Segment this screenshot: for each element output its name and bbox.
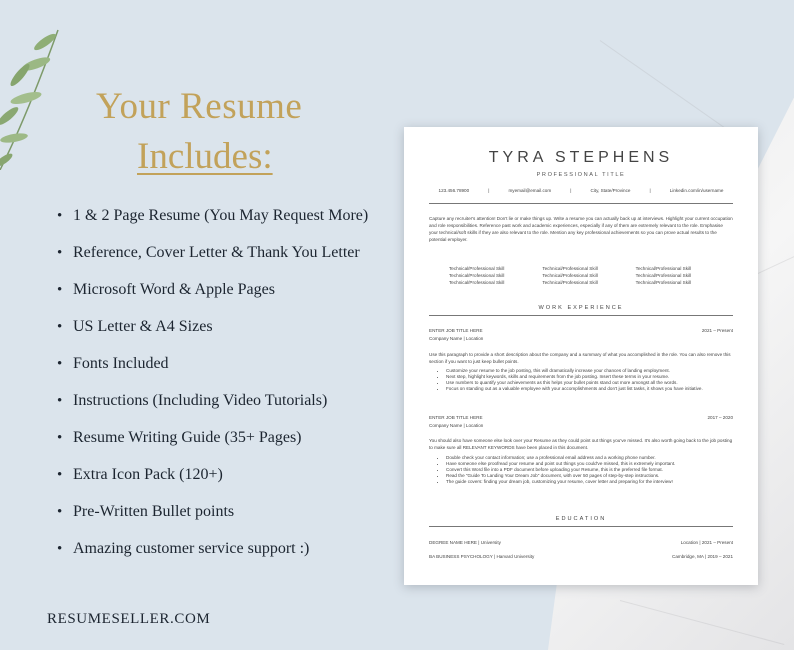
divider xyxy=(429,315,733,316)
list-item: • US Letter & A4 Sizes xyxy=(57,318,213,335)
list-item: • Extra Icon Pack (120+) xyxy=(57,466,223,483)
resume-role: PROFESSIONAL TITLE xyxy=(536,172,626,178)
job-bullets: • Double check your contact information; use a professional email address and a working phone number. • Have someone else proofread your resume and point out things you could've missed, this is extremely important. • Convert this Word file into a PDF document before uploading your Resume, this is the preferred file format. • Read the "Guide To Landing Your Dream Job" document, with over 50 pages of step-by-step instructions. • The guide covers: finding your dream job, customizing your resume, cover letter and preparing for the interview! xyxy=(440,455,738,485)
list-item: • Reference, Cover Letter & Thank You Letter xyxy=(57,244,360,261)
list-item: • 1 & 2 Page Resume (You May Request More) xyxy=(57,207,369,224)
heading-line2: Includes: xyxy=(137,136,273,177)
website-label: RESUMESELLER.COM xyxy=(47,611,211,627)
list-item: • Resume Writing Guide (35+ Pages) xyxy=(57,429,302,446)
section-heading-work: WORK EXPERIENCE xyxy=(538,305,624,311)
heading-line1: Your Resume xyxy=(96,86,303,127)
resume-contact: 123.456.78900 | myemail@email.com | City, State/Province | Linkedin.com/in/username xyxy=(438,188,724,193)
job-description: You should also have someone else look over your Resume as they could point out things you've missed. It's also worth going back to the job posting to make sure all RELEVANT KEYWORDS have been placed in this document. xyxy=(429,438,733,450)
job-header: ENTER JOB TITLE HERE 2017 – 2020 xyxy=(429,415,733,420)
divider xyxy=(429,203,733,204)
job-bullets: • Customize your resume to the job posting, this will dramatically increase your chances of landing employment. • Next step, highlight keywords, skills and requirements from the job posting. Insert these terms in your resume. • Use numbers to quantify your achievements as this helps your bullet points stand out more amongst all the words. • Focus on standing out as a valuable employee with your accomplishments and don't just list tasks, it shows you have initiative. xyxy=(440,368,738,392)
job-header: ENTER JOB TITLE HERE 2021 – Present xyxy=(429,328,733,333)
feature-list xyxy=(57,201,368,571)
job-company: Company Name | Location xyxy=(429,423,484,428)
list-item: • Pre-Written Bullet points xyxy=(57,503,235,520)
list-item: • Amazing customer service support :) xyxy=(57,540,310,557)
resume-preview xyxy=(404,127,758,585)
list-item: • Instructions (Including Video Tutorials) xyxy=(57,392,328,409)
resume-summary: Capture any recruiter's attention! Don't lie or make things up. Write a resume you can actually back up at interviews. Highlight your current occupation and role responsibilities. Reference past work and academic experiences, especially if any of them are extremely relevant to the role. Emphasise your technical/soft skills if they are also relevant to the role. Mention any key professional achievements so you can prove actual results to the potential employer. xyxy=(429,216,733,242)
resume-name: TYRA STEPHENS xyxy=(488,149,674,166)
skills-grid: Technical/Professional Skill Technical/Professional Skill Technical/Professional Skill Technical/Professional Skill Technical/Professional Skill Technical/Professional Skill Technical/Professional Skill Technical/Professional Skill Technical/Professional Skill xyxy=(449,266,692,285)
education-row: DEGREE NAME HERE | University Location | 2021 – Present xyxy=(429,540,733,545)
education-row: BA BUSINESS PSYCHOLOGY | Harvard University Cambridge, MA | 2019 – 2021 xyxy=(429,554,733,559)
list-item: • Fonts Included xyxy=(57,355,169,372)
divider xyxy=(429,526,733,527)
section-heading-education: EDUCATION xyxy=(555,516,607,522)
list-item: • Microsoft Word & Apple Pages xyxy=(57,281,275,298)
job-description: Use this paragraph to provide a short description about the company and a summary of what you accomplished in the role. You can also remove this section if you want to just keep bullet points. xyxy=(429,352,731,364)
leaf-branch-icon xyxy=(0,20,70,170)
job-company: Company Name | Location xyxy=(429,336,484,341)
